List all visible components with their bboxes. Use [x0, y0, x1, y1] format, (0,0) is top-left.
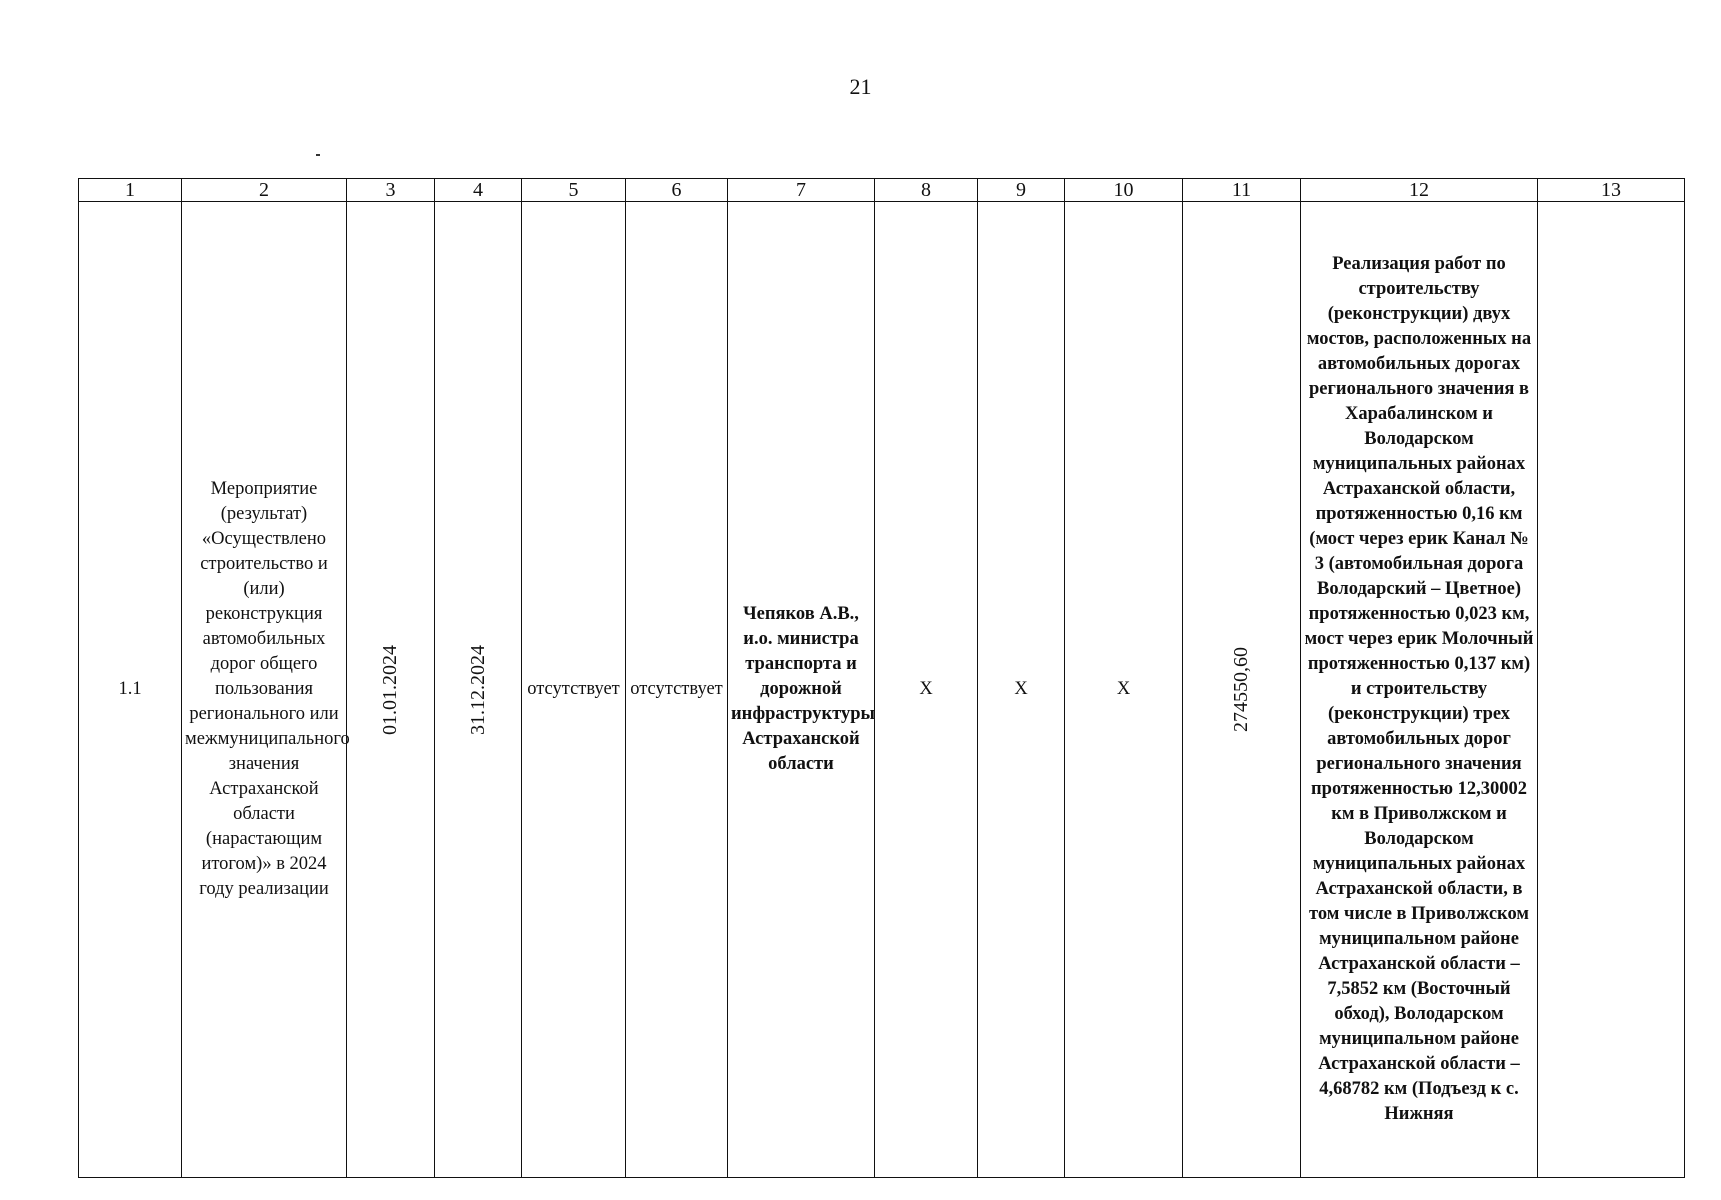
col-header: 2 — [182, 179, 347, 202]
start-date-cell — [347, 202, 435, 1178]
col9-mark: X — [978, 202, 1065, 1178]
col-header: 4 — [435, 179, 522, 202]
amount: 274550,60 — [1230, 647, 1252, 732]
start-date: 01.01.2024 — [379, 644, 401, 735]
col-header: 13 — [1538, 179, 1685, 202]
description: Реализация работ по строительству (реконструкции) двух мостов, расположенных на автомобильных дорогах регионального значения в Харабалинском и Володарском муниципальных районах Астраханской области, протяженностью 0,16 км (мост через ерик Канал № 3 (автомобильная дорога Володарский – Цветное) протяженностью 0,023 км, мост через ерик Молочный протяженностью 0,137 км) и строительству (реконструкции) трех автомобильных дорог регионального значения протяженностью 12,30002 км в Приволжском и Володарском муниципальных районах Астраханской области, в том числе в Приволжском муниципальном районе Астраханской области – 7,5852 км (Восточный обход), Володарском муниципальном районе Астраханской области – 4,68782 км (Подъезд к с. Нижняя — [1301, 202, 1538, 1178]
responsible-person: Чепяков А.В., и.о. министра транспорта и дорожной инфраструктуры Астраханской области — [728, 202, 875, 1178]
page-number: 21 — [849, 74, 872, 99]
col-header: 6 — [626, 179, 728, 202]
row-number: 1.1 — [79, 202, 182, 1178]
col5-value: отсутствует — [522, 202, 626, 1178]
col10-mark: X — [1065, 202, 1183, 1178]
table-row — [79, 202, 1685, 1178]
col-header: 5 — [522, 179, 626, 202]
header-row — [79, 179, 1685, 202]
amount-cell — [1183, 202, 1301, 1178]
col13-value — [1538, 202, 1685, 1178]
col-header: 3 — [347, 179, 435, 202]
col-header: 11 — [1183, 179, 1301, 202]
col6-value: отсутствует — [626, 202, 728, 1178]
end-date-cell — [435, 202, 522, 1178]
col-header: 9 — [978, 179, 1065, 202]
col-header: 12 — [1301, 179, 1538, 202]
col8-mark: X — [875, 202, 978, 1178]
col-header: 1 — [79, 179, 182, 202]
data-table — [78, 178, 1685, 1178]
col-header: 8 — [875, 179, 978, 202]
end-date: 31.12.2024 — [466, 644, 489, 735]
col-header: 10 — [1065, 179, 1183, 202]
stray-mark — [316, 154, 320, 156]
col-header: 7 — [728, 179, 875, 202]
event-name: Мероприятие (результат) «Осуществлено строительство и (или) реконструкция автомобильных дорог общего пользования регионального или межмуниципального значения Астраханской области (нарастающим итогом)» в 2024 году реализации — [182, 202, 347, 1178]
